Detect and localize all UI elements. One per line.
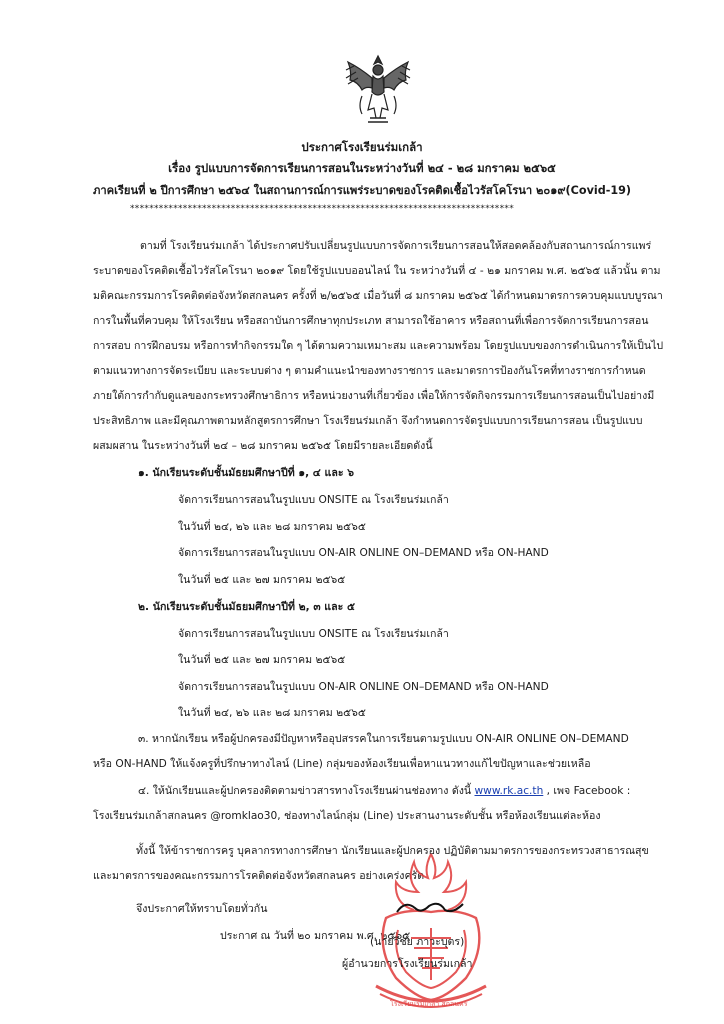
garuda-emblem-icon — [340, 52, 416, 132]
signer-title: ผู้อำนวยการโรงเรียนร่มเกล้า — [342, 958, 473, 970]
signer-name: (นายวิชัย ภาวะบุตร) — [370, 936, 465, 948]
seal-caption: โรงเรียนร่มเกล้า สกลนคร — [390, 1000, 468, 1008]
section-1-onsite: จัดการเรียนการสอนในรูปแบบ ONSITE ณ โรงเรียนร่มเกล้า — [178, 494, 449, 506]
section-1-onsite-date: ในวันที่ ๒๔, ๒๖ และ ๒๘ มกราคม ๒๕๖๕ — [178, 521, 366, 533]
section-1-online-date: ในวันที่ ๒๕ และ ๒๗ มกราคม ๒๕๖๕ — [178, 574, 346, 586]
section-3-line-1: ๓. หากนักเรียน หรือผู้ปกครองมีปัญหาหรืออุปสรรคในการเรียนตามรูปแบบ ON-AIR ONLINE ON–DEMAND — [138, 733, 629, 745]
section-2-online: จัดการเรียนการสอนในรูปแบบ ON-AIR ONLINE ON–DEMAND หรือ ON-HAND — [178, 681, 549, 693]
paragraph-1-line-8: ประสิทธิภาพ และมีคุณภาพตามหลักสูตรการศึกษา โรงเรียนร่มเกล้า จึงกำหนดการจัดรูปแบบการเรียนการสอน เป็นรูปแบบ — [93, 415, 643, 427]
paragraph-1-line-3: มติคณะกรรมการโรคติดต่อจังหวัดสกลนคร ครั้งที่ ๒/๒๕๖๕ เมื่อวันที่ ๘ มกราคม ๒๕๖๕ ได้กำหนดมาตรการควบคุมแบบบูรณา — [93, 290, 663, 302]
paragraph-1-line-4: การในพื้นที่ควบคุม ให้โรงเรียน หรือสถาบันการศึกษาทุกประเภท สามารถใช้อาคาร หรือสถานที่เพื่อการจัดการเรียนการสอน — [93, 315, 649, 327]
paragraph-1-line-2: ระบาดของโรคติดเชื้อไวรัสโคโรนา ๒๐๑๙ โดยใช้รูปแบบออนไลน์ ใน ระหว่างวันที่ ๔ - ๒๑ มกราคม พ.ศ. ๒๕๖๕ แล้วนั้น ตาม — [93, 265, 661, 277]
paragraph-1-line-1: ตามที่ โรงเรียนร่มเกล้า ได้ประกาศปรับเปลี่ยนรูปแบบการจัดการเรียนการสอนให้สอดคล้องกับสถานการณ์การแพร่ — [140, 240, 652, 252]
paragraph-1-line-6: ตามแนวทางการจัดระเบียบ และระบบต่าง ๆ ตามคำแนะนำของทางราชการ และมาตรการป้องกันโรคที่ทางราชการกำหนด — [93, 365, 646, 377]
handwritten-signature-icon — [395, 898, 465, 918]
section-3-line-2: หรือ ON-HAND ให้แจ้งครูที่ปรึกษาทางไลน์ (Line) กลุ่มของห้องเรียนเพื่อหาแนวทางแก้ไขปัญหาและช่วยเหลือ — [93, 758, 591, 770]
paragraph-1-line-9: ผสมผสาน ในระหว่างวันที่ ๒๔ – ๒๘ มกราคม ๒๕๖๕ โดยมีรายละเอียดดังนี้ — [93, 440, 433, 452]
section-1-heading: ๑. นักเรียนระดับชั้นมัธยมศึกษาปีที่ ๑, ๔ และ ๖ — [138, 467, 354, 479]
separator-stars: ******************************************************************************** — [130, 204, 514, 214]
closing-line-1: ทั้งนี้ ให้ข้าราชการครู บุคลากรทางการศึกษา นักเรียนและผู้ปกครอง ปฏิบัติตามมาตรการของกระทรวงสาธารณสุข — [136, 845, 649, 857]
semester-line: ภาคเรียนที่ ๒ ปีการศึกษา ๒๕๖๔ ในสถานการณ์การแพร่ระบาดของโรคติดเชื้อไวรัสโคโรนา ๒๐๑๙(Covid-19) — [92, 184, 632, 197]
section-2-heading: ๒. นักเรียนระดับชั้นมัธยมศึกษาปีที่ ๒, ๓ และ ๕ — [138, 601, 355, 613]
section-2-onsite: จัดการเรียนการสอนในรูปแบบ ONSITE ณ โรงเรียนร่มเกล้า — [178, 628, 449, 640]
section-2-onsite-date: ในวันที่ ๒๕ และ ๒๗ มกราคม ๒๕๖๕ — [178, 654, 346, 666]
subject-line: เรื่อง รูปแบบการจัดการเรียนการสอนในระหว่างวันที่ ๒๔ - ๒๘ มกราคม ๒๕๖๕ — [168, 161, 556, 175]
announcement-heading: ประกาศโรงเรียนร่มเกล้า — [301, 140, 423, 154]
section-4-line-1 — [138, 785, 630, 798]
section-1-online: จัดการเรียนการสอนในรูปแบบ ON-AIR ONLINE ON–DEMAND หรือ ON-HAND — [178, 547, 549, 559]
section-2-online-date: ในวันที่ ๒๔, ๒๖ และ ๒๘ มกราคม ๒๕๖๕ — [178, 707, 366, 719]
school-seal-icon — [356, 848, 506, 1016]
announce-line: จึงประกาศให้ทราบโดยทั่วกัน — [136, 903, 268, 915]
paragraph-1-line-5: การสอบ การฝึกอบรม หรือการทำกิจกรรมใด ๆ ได้ตามความเหมาะสม และความพร้อม โดยรูปแบบของการดำเนินการให้เป็นไป — [93, 340, 664, 352]
section-4-facebook-label: , เพจ Facebook : — [546, 785, 631, 797]
section-4-line-2: โรงเรียนร่มเกล้าสกลนคร @romklao30, ช่องทางไลน์กลุ่ม (Line) ประสานงานระดับชั้น หรือห้องเรียนแต่ละห้อง — [93, 810, 601, 822]
closing-line-2: และมาตรการของคณะกรรมการโรคติดต่อจังหวัดสกลนคร อย่างเคร่งครัด — [93, 870, 425, 882]
paragraph-1-line-7: ภายใต้การกำกับดูแลของกระทรวงศึกษาธิการ หรือหน่วยงานที่เกี่ยวข้อง เพื่อให้การจัดกิจกรรมการเรียนการสอนเป็นไปอย่างมี — [93, 390, 655, 402]
school-website-link[interactable]: www.rk.ac.th — [474, 785, 544, 797]
announce-date: ประกาศ ณ วันที่ ๒๐ มกราคม พ.ศ. ๒๕๖๕ — [220, 930, 411, 942]
section-4-text: ๔. ให้นักเรียนและผู้ปกครองติดตามข่าวสารทางโรงเรียนผ่านช่องทาง ดังนี้ — [138, 785, 472, 797]
